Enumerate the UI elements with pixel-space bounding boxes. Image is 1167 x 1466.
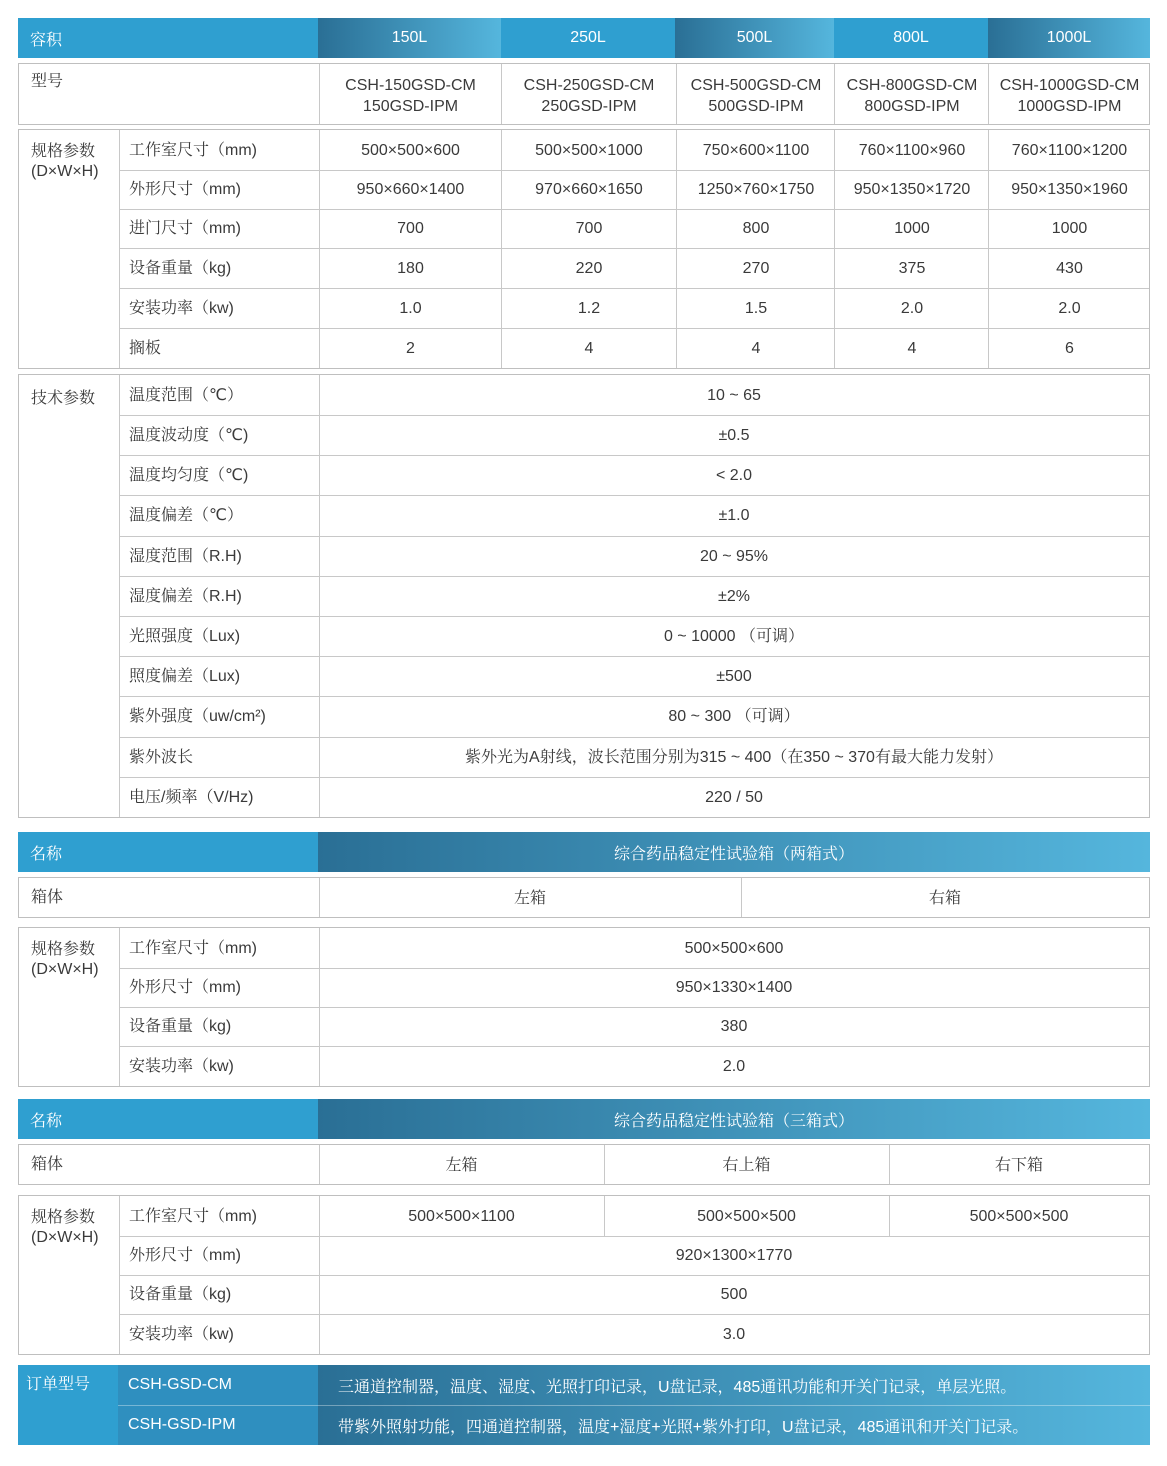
box-name: 左箱 — [513, 890, 546, 907]
spec-value: 1.0 — [399, 299, 422, 317]
model-line: CSH-150GSD-CM — [345, 77, 476, 94]
spec-row-name: 进门尺寸（mm) — [129, 220, 241, 237]
model-line: CSH-800GSD-CM — [846, 77, 978, 94]
order-model: CSH-GSD-IPM — [128, 1416, 236, 1433]
spec-value: 3.0 — [722, 1325, 746, 1343]
spec-section — [18, 129, 1150, 369]
capacity-value: 800L — [893, 29, 929, 46]
spec-label-line: (D×W×H) — [31, 961, 99, 978]
tech-row-name: 温度均匀度（℃) — [129, 466, 249, 484]
box-name: 左箱 — [445, 1157, 478, 1174]
two-box-spec — [18, 927, 1150, 1087]
capacity-value: 150L — [391, 29, 428, 46]
tech-section — [18, 374, 1150, 818]
spec-value: 180 — [397, 259, 424, 277]
spec-value: 950×1350×1960 — [1011, 181, 1128, 198]
spec-label-line: (D×W×H) — [31, 1229, 99, 1246]
capacity-col-250 — [501, 18, 675, 58]
capacity-value: 1000L — [1046, 29, 1092, 46]
tech-row-name: 湿度偏差（R.H) — [129, 587, 242, 605]
order-section — [18, 1365, 1150, 1445]
spec-row-name: 设备重量（kg) — [129, 259, 232, 277]
model-line: 1000GSD-IPM — [1017, 98, 1122, 115]
order-model: CSH-GSD-CM — [128, 1376, 232, 1393]
spec-value: 430 — [1056, 259, 1083, 277]
spec-row-name: 安装功率（kw) — [129, 1057, 234, 1075]
spec-value: 2.0 — [900, 299, 924, 317]
order-desc: 三通道控制器，温度、湿度、光照打印记录，U盘记录，485通讯功能和开关门记录，单层光照。 — [338, 1378, 1017, 1396]
capacity-value: 250L — [570, 29, 606, 46]
capacity-col-800 — [834, 18, 988, 58]
spec-label-line: 规格参数 — [31, 1209, 96, 1226]
spec-section-label — [19, 940, 99, 980]
spec-value: 760×1100×1200 — [1011, 141, 1128, 159]
box-label: 箱体 — [31, 1156, 64, 1173]
spec-value: 500×500×500 — [697, 1207, 796, 1225]
capacity-label: 容积 — [30, 31, 63, 49]
model-line: CSH-500GSD-CM — [690, 77, 822, 94]
spec-row-name: 工作室尺寸（mm) — [129, 1207, 257, 1225]
spec-row-name: 安装功率（kw) — [129, 299, 234, 317]
two-box-header-label — [18, 832, 318, 872]
tech-row-name: 紫外强度（uw/cm²) — [129, 708, 266, 725]
model-cell — [319, 74, 502, 118]
model-cell — [835, 74, 989, 118]
tech-value: < 2.0 — [715, 466, 753, 484]
spec-value: 270 — [742, 259, 770, 277]
tech-value: 20 ~ 95% — [699, 547, 769, 565]
three-box-box-row — [18, 1144, 1150, 1185]
spec-value: 1000 — [1051, 220, 1088, 237]
product-title: 综合药品稳定性试验箱（三箱式） — [613, 1112, 854, 1130]
tech-value: 10 ~ 65 — [707, 386, 761, 404]
spec-row-name: 外形尺寸（mm) — [129, 979, 241, 996]
name-label: 名称 — [30, 845, 63, 863]
tech-row-name: 照度偏差（Lux) — [129, 667, 241, 685]
tech-row-name: 光照强度（Lux) — [129, 627, 241, 645]
model-cell — [989, 74, 1150, 118]
tech-row-name: 温度范围（℃） — [129, 386, 243, 404]
spec-value: 500×500×600 — [684, 939, 784, 957]
tech-row-name: 湿度范围（R.H) — [129, 547, 242, 565]
spec-value: 950×660×1400 — [356, 181, 465, 198]
capacity-col-150 — [318, 18, 501, 58]
spec-row-name: 设备重量（kg) — [129, 1286, 232, 1303]
model-line: CSH-1000GSD-CM — [999, 77, 1140, 94]
tech-value: 紫外光为A射线，波长范围分别为315 ~ 400（在350 ~ 370有最大能力发射） — [465, 748, 1003, 766]
spec-value: 920×1300×1770 — [675, 1247, 793, 1264]
three-box-header-label — [18, 1099, 318, 1139]
spec-row-name: 搁板 — [129, 339, 162, 357]
spec-value: 4 — [907, 339, 917, 357]
spec-row-name: 工作室尺寸（mm) — [129, 141, 257, 159]
spec-label-line: 规格参数 — [31, 143, 96, 160]
spec-value: 2 — [406, 339, 415, 357]
model-line: 150GSD-IPM — [362, 98, 459, 115]
spec-value: 2.0 — [1058, 299, 1081, 317]
spec-row-name: 工作室尺寸（mm) — [129, 939, 257, 957]
three-box-header-title — [318, 1099, 1150, 1139]
order-desc: 带紫外照射功能，四通道控制器，温度+湿度+光照+紫外打印，U盘记录，485通讯和开关门记录。 — [338, 1418, 1029, 1436]
spec-value: 700 — [575, 220, 603, 237]
spec-value: 800 — [742, 220, 770, 237]
capacity-col-500 — [675, 18, 834, 58]
spec-section-label — [19, 142, 99, 182]
capacity-header-label — [18, 18, 318, 58]
product-title: 综合药品稳定性试验箱（两箱式） — [613, 845, 854, 863]
tech-section-label: 技术参数 — [31, 390, 96, 407]
tech-row-name: 紫外波长 — [129, 748, 194, 766]
spec-value: 1000 — [894, 220, 930, 237]
order-model-cell — [118, 1365, 318, 1405]
spec-row-name: 设备重量（kg) — [129, 1018, 232, 1035]
spec-value: 380 — [720, 1018, 748, 1035]
three-box-spec — [18, 1195, 1150, 1355]
spec-value: 1.5 — [744, 299, 768, 317]
model-row — [18, 63, 1150, 125]
spec-label-line: 规格参数 — [31, 941, 96, 958]
spec-value: 760×1100×960 — [858, 141, 966, 159]
tech-value: ±2% — [718, 587, 750, 605]
tech-value: 80 ~ 300 （可调） — [668, 708, 800, 725]
spec-value: 1250×760×1750 — [697, 181, 815, 198]
spec-value: 4 — [751, 339, 761, 357]
model-line: CSH-250GSD-CM — [523, 77, 655, 94]
box-name: 右上箱 — [722, 1157, 771, 1174]
tech-row-name: 电压/频率（V/Hz) — [129, 788, 254, 806]
model-line: 250GSD-IPM — [541, 98, 637, 115]
spec-row-name: 安装功率（kw) — [129, 1325, 234, 1343]
model-line: 500GSD-IPM — [708, 98, 804, 115]
spec-value: 950×1330×1400 — [675, 979, 793, 996]
spec-row-name: 外形尺寸（mm) — [129, 181, 241, 198]
spec-value: 500×500×1000 — [535, 141, 643, 159]
name-label: 名称 — [30, 1112, 63, 1130]
model-cell — [677, 74, 835, 118]
model-label: 型号 — [31, 73, 64, 90]
tech-value: ±500 — [716, 667, 752, 685]
spec-value: 6 — [1065, 339, 1074, 357]
model-line: 800GSD-IPM — [864, 98, 960, 115]
spec-value: 750×600×1100 — [702, 141, 810, 159]
box-name: 右箱 — [928, 890, 961, 907]
capacity-value: 500L — [736, 29, 773, 46]
tech-row-name: 温度波动度（℃) — [129, 426, 249, 444]
order-desc-cell — [318, 1405, 1150, 1445]
order-desc-cell — [318, 1365, 1150, 1405]
spec-section-label — [19, 1208, 99, 1248]
spec-value: 970×660×1650 — [535, 181, 643, 198]
spec-value: 700 — [397, 220, 424, 237]
spec-label-line: (D×W×H) — [31, 163, 99, 180]
two-box-box-row — [18, 877, 1150, 918]
model-cell — [502, 74, 676, 118]
tech-value: 220 / 50 — [705, 788, 763, 806]
spec-value: 950×1350×1720 — [853, 181, 971, 198]
spec-value: 1.2 — [577, 299, 601, 317]
spec-row-name: 外形尺寸（mm) — [129, 1247, 241, 1264]
tech-value: ±0.5 — [718, 426, 750, 444]
spec-value: 4 — [584, 339, 594, 357]
tech-value: 0 ~ 10000 （可调） — [663, 627, 805, 645]
order-label-cell — [18, 1365, 118, 1445]
spec-value: 500×500×500 — [969, 1207, 1069, 1225]
spec-value: 220 — [575, 259, 603, 277]
tech-value: ±1.0 — [718, 507, 750, 524]
spec-value: 500×500×1100 — [408, 1207, 515, 1225]
spec-value: 2.0 — [722, 1057, 746, 1075]
two-box-header-title — [318, 832, 1150, 872]
box-name: 右下箱 — [994, 1157, 1043, 1174]
order-label: 订单型号 — [26, 1376, 91, 1393]
box-label: 箱体 — [31, 889, 64, 906]
spec-value: 500×500×600 — [361, 141, 460, 159]
capacity-col-1000 — [988, 18, 1150, 58]
order-model-cell — [118, 1405, 318, 1445]
spec-value: 375 — [898, 259, 926, 277]
tech-row-name: 温度偏差（℃） — [129, 507, 243, 524]
spec-value: 500 — [720, 1286, 748, 1303]
